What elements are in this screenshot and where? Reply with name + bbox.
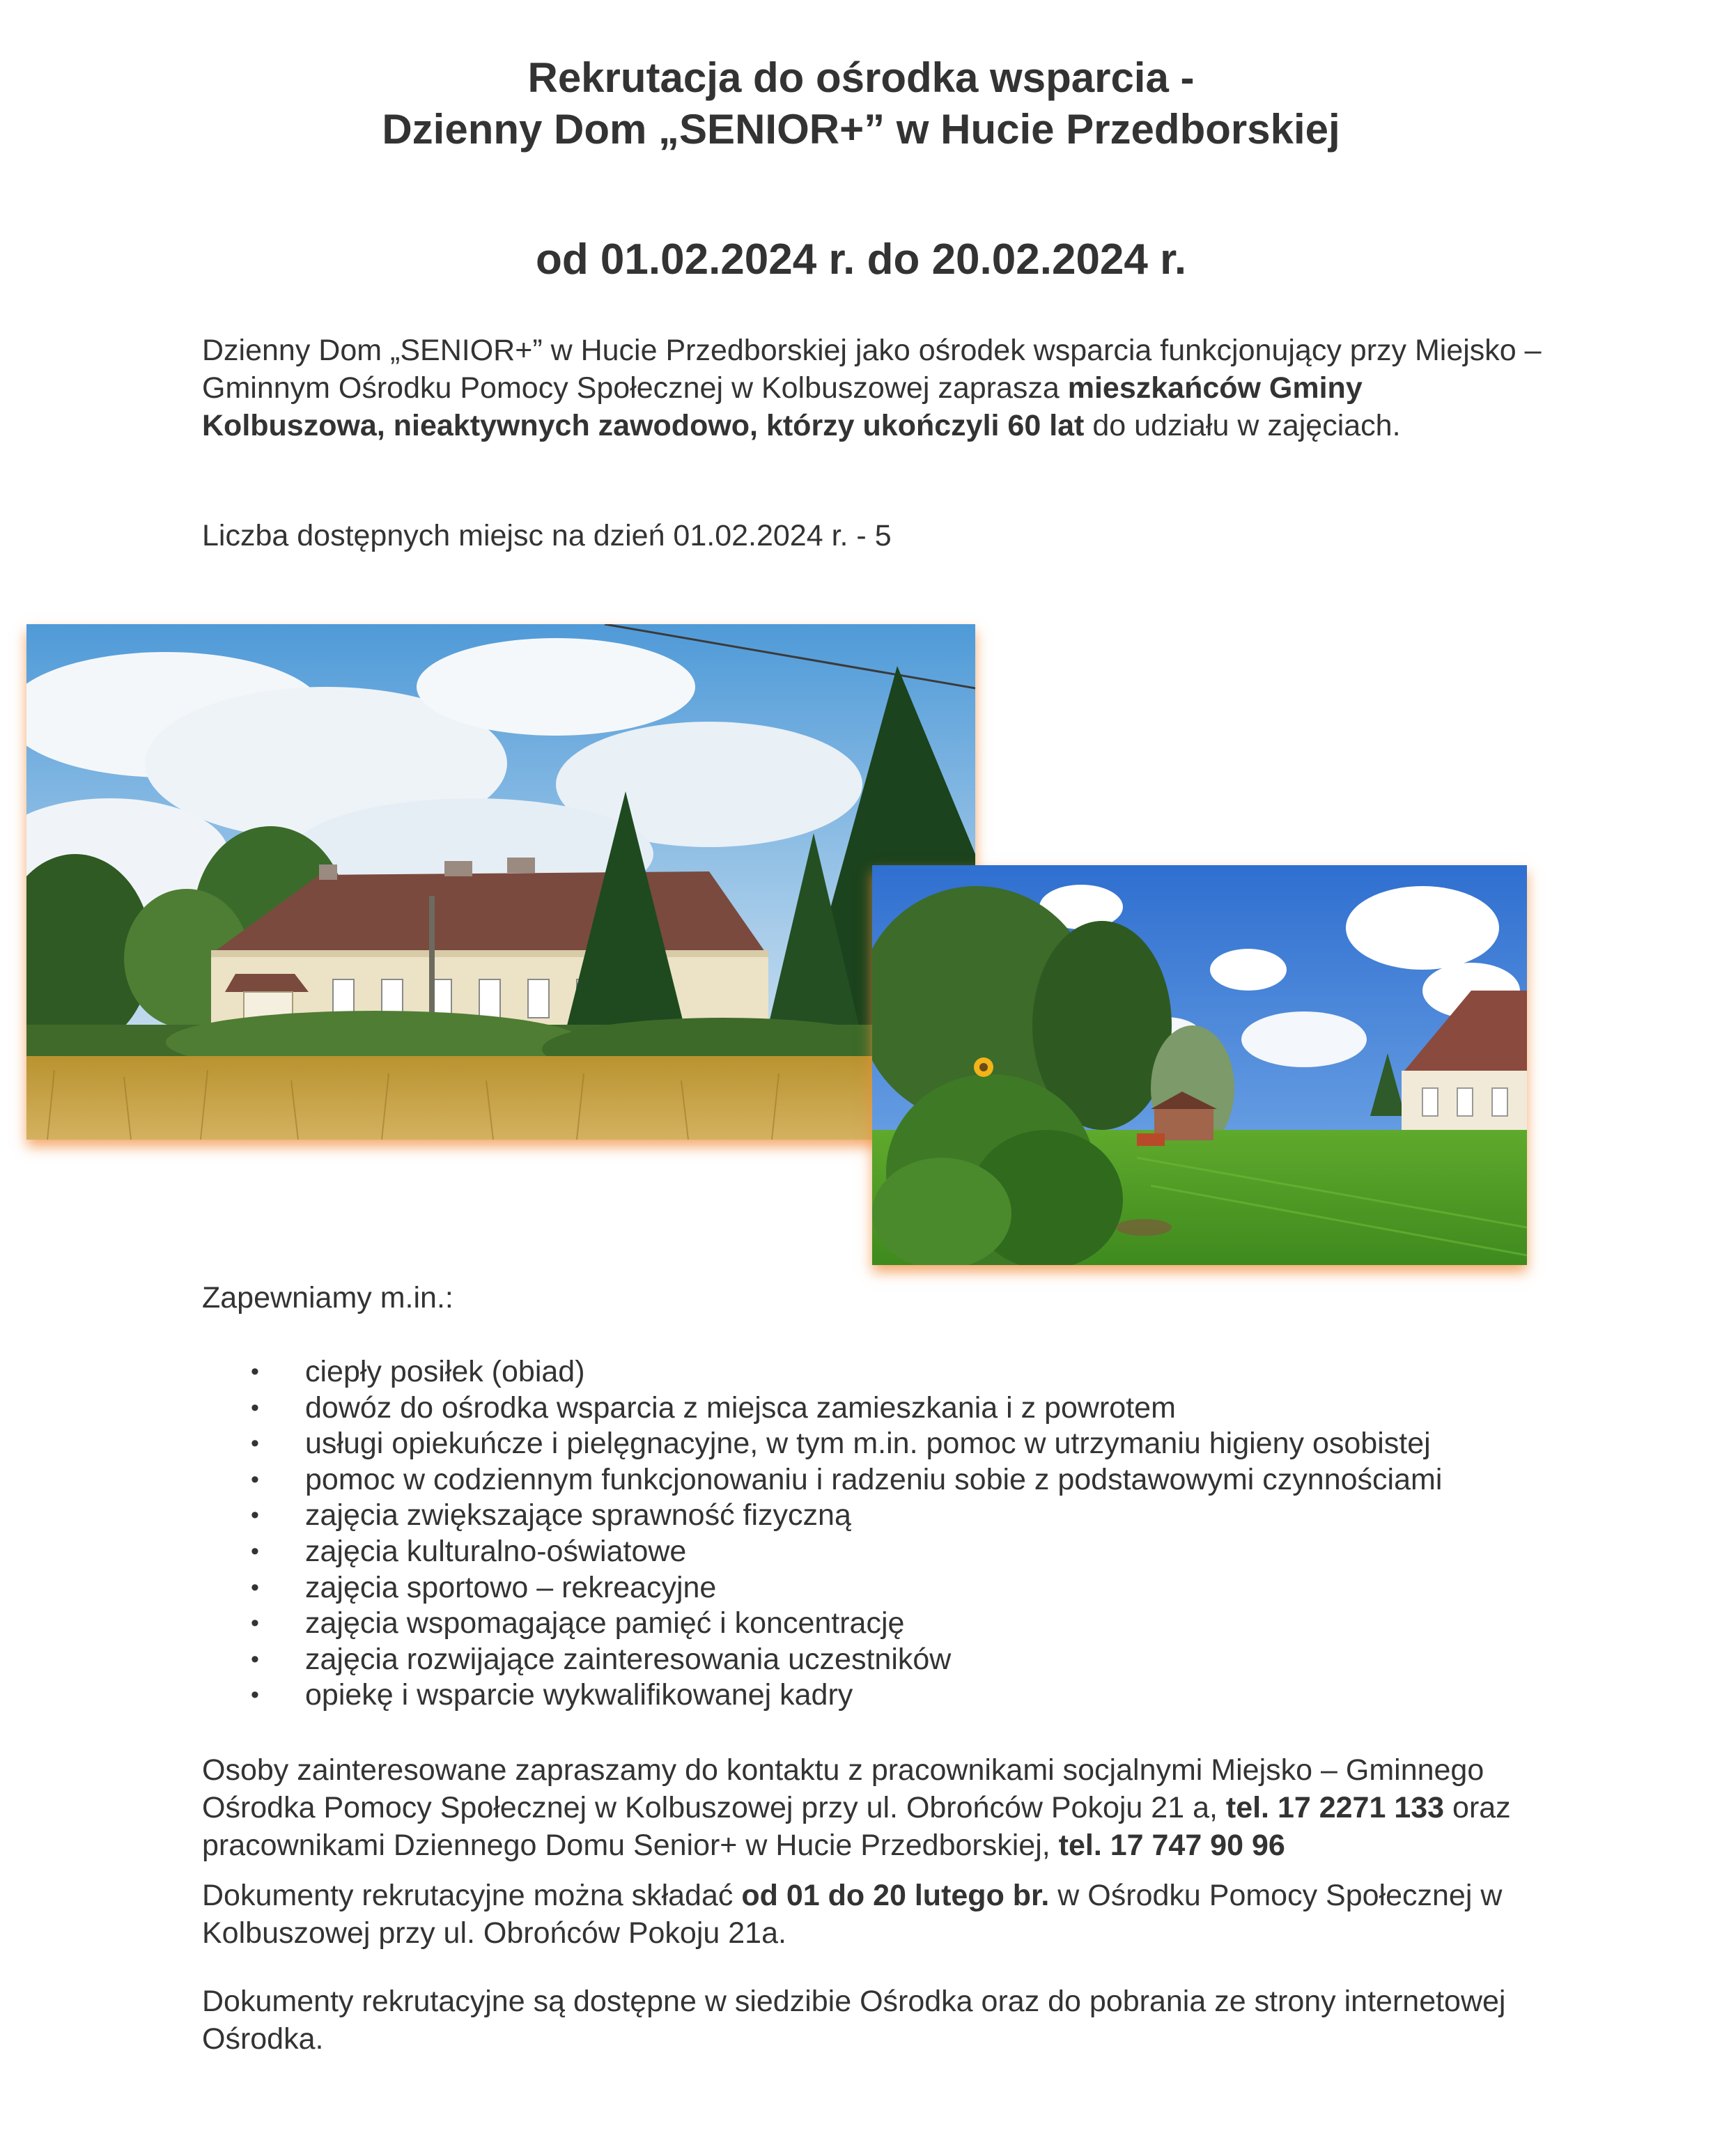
documents-dates: od 01 do 20 lutego br. — [741, 1879, 1050, 1912]
contact-text-1: Osoby zainteresowane zapraszamy do kontaktu z pracownikami socjalnymi Miejsko – Gminnego Ośrodka Pomocy Społecznej w Kolbuszowej przy ul. Obrońców Pokoju 21 a, — [202, 1753, 1484, 1824]
bullet-icon: • — [251, 1394, 259, 1421]
service-text: ciepły posiłek (obiad) — [305, 1355, 585, 1388]
page-title-line2: Dzienny Dom „SENIOR+” w Hucie Przedborskiej — [382, 106, 1340, 153]
bullet-icon: • — [251, 1610, 259, 1637]
bullet-icon: • — [251, 1502, 259, 1529]
service-text: opiekę i wsparcie wykwalifikowanej kadry — [305, 1678, 853, 1712]
documents-paragraph — [202, 1877, 1546, 1952]
services-list — [202, 1354, 1442, 1714]
bullet-icon: • — [251, 1574, 259, 1601]
intro-paragraph — [202, 332, 1546, 444]
list-item — [202, 1677, 1442, 1714]
garden-photo — [872, 865, 1527, 1265]
list-item — [202, 1390, 1442, 1427]
list-item — [202, 1462, 1442, 1498]
services-heading: Zapewniamy m.in.: — [202, 1281, 453, 1314]
bullet-icon: • — [251, 1358, 259, 1385]
contact-text-2: oraz pracownikami Dziennego Domu Senior+ w Hucie Przedborskiej, — [202, 1791, 1511, 1862]
service-text: zajęcia wspomagające pamięć i koncentrację — [305, 1606, 905, 1641]
bullet-icon: • — [251, 1430, 259, 1457]
recruitment-dates: od 01.02.2024 r. do 20.02.2024 r. — [535, 235, 1187, 284]
availability-paragraph: Dokumenty rekrutacyjne są dostępne w siedzibie Ośrodka oraz do pobrania ze strony internetowej Ośrodka. — [202, 1985, 1506, 2056]
list-item — [202, 1354, 1442, 1390]
bullet-icon: • — [251, 1466, 259, 1493]
page-title-line1: Rekrutacja do ośrodka wsparcia - — [527, 54, 1195, 101]
service-text: zajęcia rozwijające zainteresowania uczestników — [305, 1642, 952, 1676]
service-text: pomoc w codziennym funkcjonowaniu i radzeniu sobie z podstawowymi czynnościami — [305, 1462, 1443, 1496]
documents-text-2: w Ośrodku Pomocy Społecznej w Kolbuszowej przy ul. Obrońców Pokoju 21a. — [202, 1879, 1503, 1950]
phone-number-senior: tel. 17 747 90 96 — [1058, 1829, 1285, 1862]
list-item — [202, 1606, 1442, 1642]
list-item — [202, 1570, 1442, 1606]
documents-text-1: Dokumenty rekrutacyjne można składać — [202, 1879, 742, 1912]
service-text: zajęcia kulturalno-oświatowe — [305, 1534, 687, 1568]
intro-text-bold: mieszkańców Gminy Kolbuszowa, nieaktywnych zawodowo, którzy ukończyli 60 lat — [202, 371, 1363, 442]
service-text: zajęcia zwiększające sprawność fizyczną — [305, 1498, 851, 1533]
available-places: Liczba dostępnych miejsc na dzień 01.02.2024 r. - 5 — [202, 519, 892, 552]
service-text: zajęcia sportowo – rekreacyjne — [305, 1570, 717, 1604]
intro-text-1: Dzienny Dom „SENIOR+” w Hucie Przedborskiej jako ośrodek wsparcia funkcjonujący przy Miejsko – Gminnym Ośrodku Pomocy Społecznej w Kolbuszowej zaprasza — [202, 334, 1542, 405]
phone-number-ops: tel. 17 2271 133 — [1225, 1791, 1445, 1824]
intro-text-2: do udziału w zajęciach. — [1084, 409, 1401, 442]
list-item — [202, 1426, 1442, 1462]
contact-paragraph — [202, 1751, 1546, 1864]
bullet-icon: • — [251, 1537, 259, 1565]
service-text: dowóz do ośrodka wsparcia z miejsca zamieszkania i z powrotem — [305, 1390, 1176, 1425]
service-text: usługi opiekuńcze i pielęgnacyjne, w tym m.in. pomoc w utrzymaniu higieny osobistej — [305, 1427, 1431, 1461]
bullet-icon: • — [251, 1682, 259, 1709]
list-item — [202, 1498, 1442, 1534]
bullet-icon: • — [251, 1645, 259, 1673]
building-photo — [26, 624, 975, 1140]
list-item — [202, 1534, 1442, 1570]
list-item — [202, 1642, 1442, 1678]
